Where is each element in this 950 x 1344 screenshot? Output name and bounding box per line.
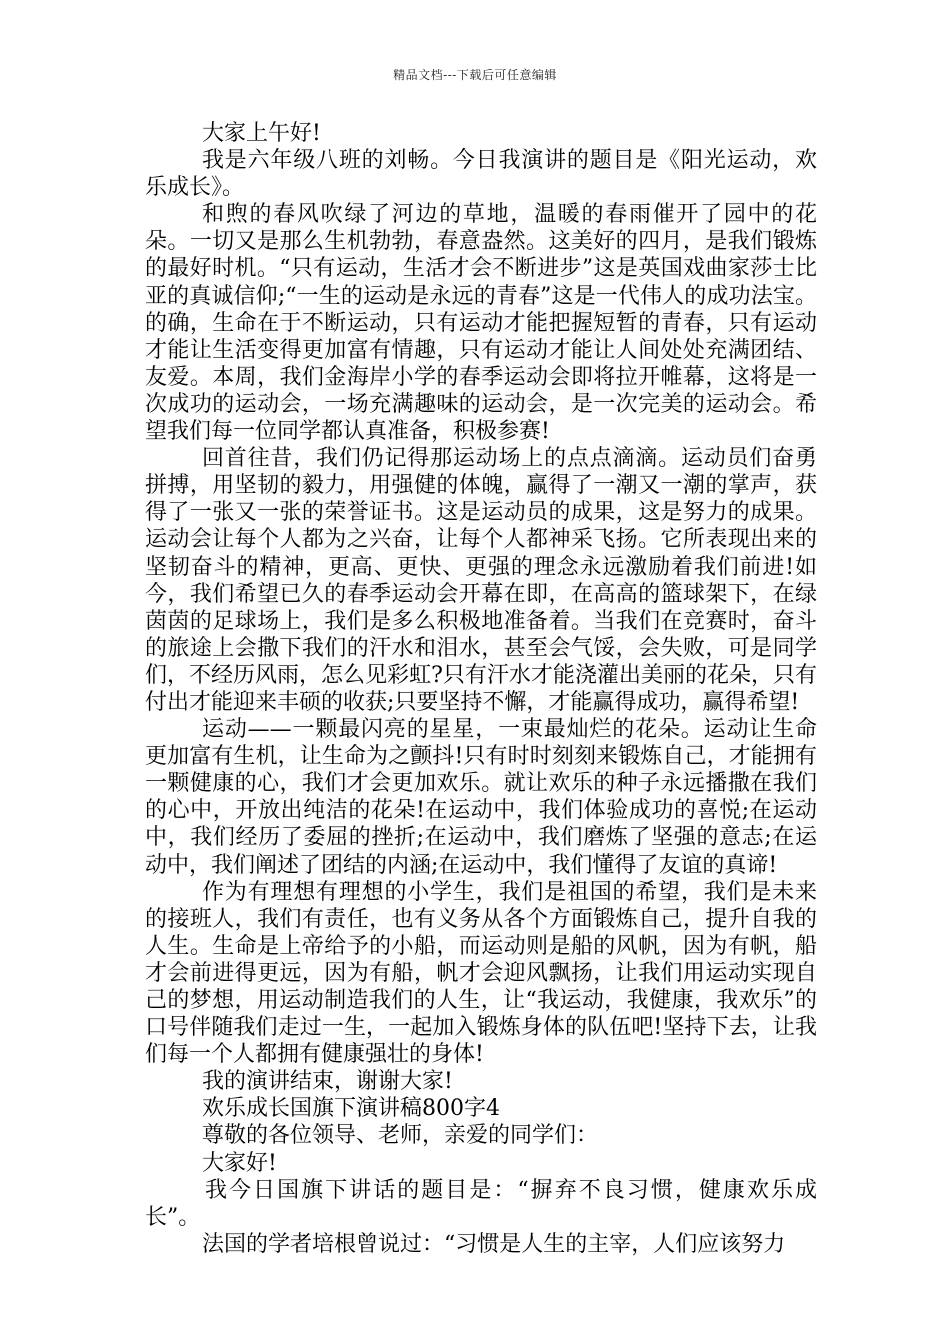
closing-paragraph: 我的演讲结束，谢谢大家! (202, 1069, 453, 1095)
topic-paragraph: 我今日国旗下讲话的题目是：“摒弃不良习惯，健康欢乐成长”。 (145, 1177, 817, 1230)
body-paragraph-sports-star: 运动——一颗最闪亮的星星，一束最灿烂的花朵。运动让生命更加富有生机，让生命为之颤抖!只有时时刻刻来锻炼自己，才能拥有一颗健康的心，我们才会更加欢乐。就让欢乐的种子永远播撒在我们的心中，开放出纯洁的花朵!在运动中，我们体验成功的喜悦;在运动中，我们经历了委屈的挫折;在运动中，我们磨炼了坚强的意志;在运动中，我们阐述了团结的内涵;在运动中，我们懂得了友谊的真谛! (145, 717, 817, 878)
document-body (145, 120, 817, 1258)
quote-paragraph: 法国的学者培根曾说过：“习惯是人生的主宰，人们应该努力 (202, 1231, 786, 1257)
page-header: 精品文档---下载后可任意编辑 (393, 68, 557, 82)
greeting-paragraph: 大家上午好! (202, 121, 321, 146)
body-paragraph-ideals: 作为有理想有理想的小学生，我们是祖国的希望，我们是未来的接班人，我们有责任，也有义务从各个方面锻炼自己，提升自我的人生。生命是上帝给予的小船，而运动则是船的风帆，因为有帆，船才会前进得更远，因为有船，帆才会迎风飘扬，让我们用运动实现自己的梦想，用运动制造我们的人生，让“我运动，我健康，我欢乐”的口号伴随我们走过一生，一起加入锻炼身体的队伍吧!坚持下去，让我们每一个人都拥有健康强壮的身体! (145, 879, 817, 1068)
salutation-paragraph: 尊敬的各位领导、老师，亲爱的同学们： (202, 1123, 599, 1149)
body-paragraph-memories: 回首往昔，我们仍记得那运动场上的点点滴滴。运动员们奋勇拼搏，用坚韧的毅力，用强健的体魄，赢得了一潮又一潮的掌声，获得了一张又一张的荣誉证书。这是运动员的成果，这是努力的成果。运动会让每个人都为之兴奋，让每个人都神采飞扬。它所表现出来的坚韧奋斗的精神，更高、更快、更强的理念永远激励着我们前进!如今，我们希望已久的春季运动会开幕在即，在高高的篮球架下，在绿茵茵的足球场上，我们是多么积极地准备着。当我们在竞赛时，奋斗的旅途上会撒下我们的汗水和泪水，甚至会气馁，会失败，可是同学们，不经历风雨，怎么见彩虹?只有汗水才能浇灌出美丽的花朵，只有付出才能迎来丰硕的收获;只要坚持不懈，才能赢得成功，赢得希望! (145, 446, 817, 715)
section-title: 欢乐成长国旗下演讲稿800字4 (202, 1096, 500, 1122)
intro-paragraph: 我是六年级八班的刘畅。今日我演讲的题目是《阳光运动，欢乐成长》。 (145, 148, 817, 201)
greeting-paragraph-2: 大家好! (202, 1150, 277, 1176)
body-paragraph-spring: 和煦的春风吹绿了河边的草地，温暖的春雨催开了园中的花朵。一切又是那么生机勃勃，春意盎然。这美好的四月，是我们锻炼的最好时机。“只有运动，生活才会不断进步”这是英国戏曲家莎士比亚的真诚信仰;“一生的运动是永远的青春”这是一代伟人的成功法宝。的确，生命在于不断运动，只有运动才能把握短暂的青春，只有运动才能让生活变得更加富有情趣，只有运动才能让人间处处充满团结、友爱。本周，我们金海岸小学的春季运动会即将拉开帷幕，这将是一次成功的运动会，一场充满趣味的运动会，是一次完美的运动会。希望我们每一位同学都认真准备，积极参赛! (145, 202, 817, 445)
